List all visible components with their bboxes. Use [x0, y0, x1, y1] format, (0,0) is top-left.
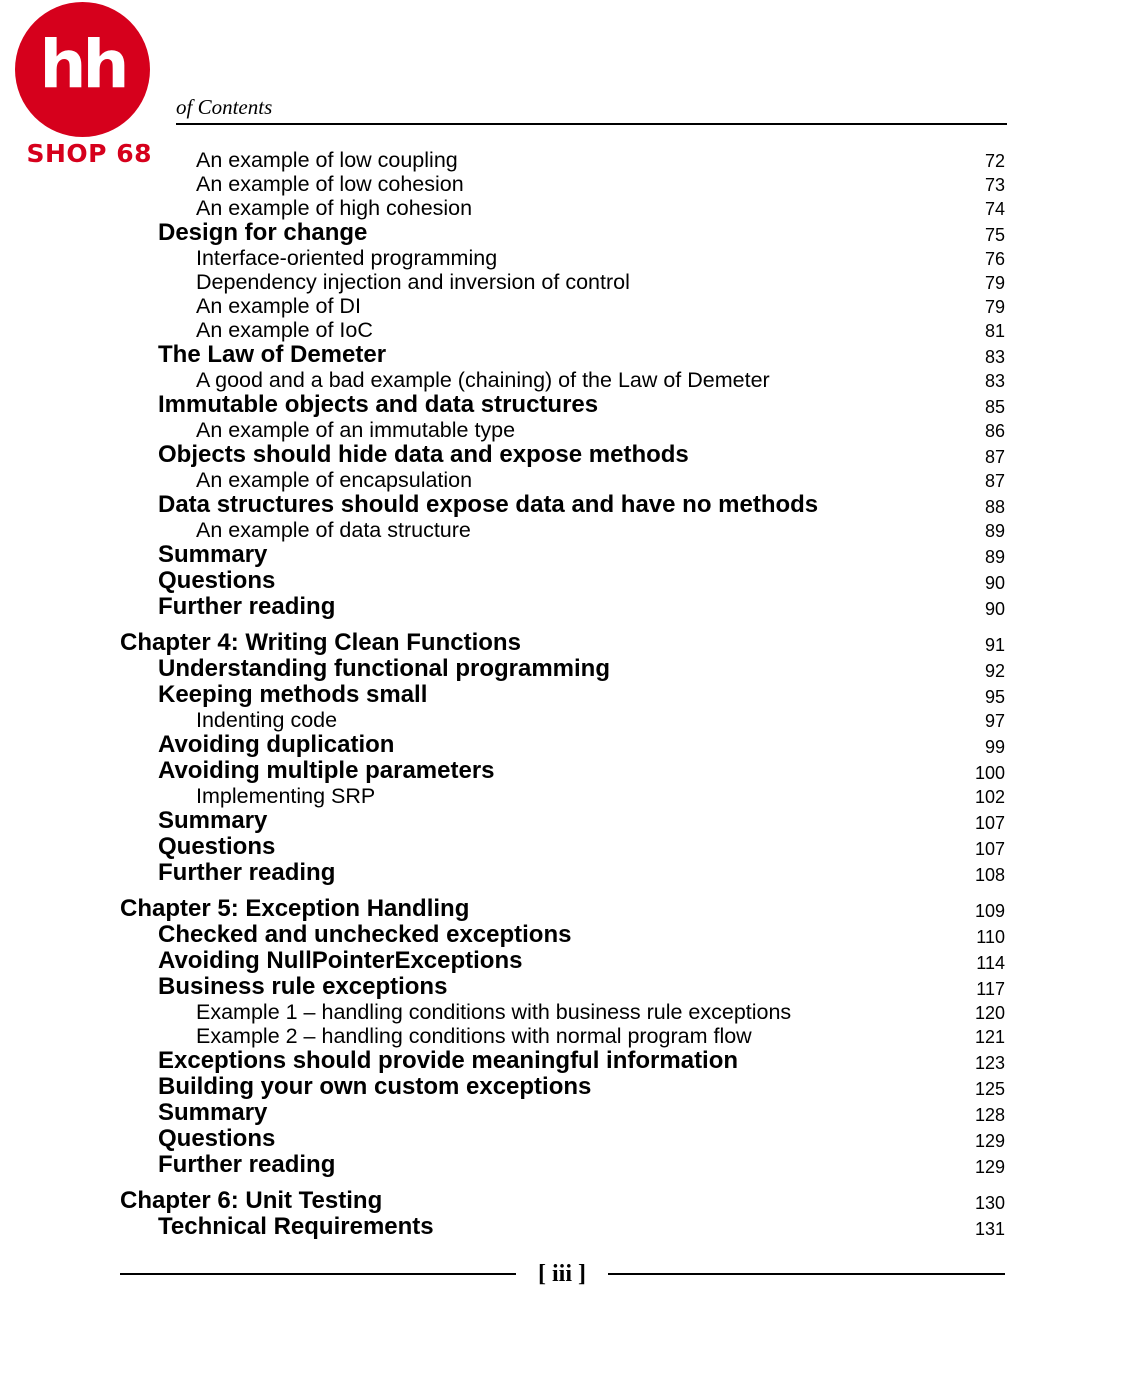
toc-entry-page: 83: [984, 371, 1005, 391]
toc-entry-title: Chapter 5: Exception Handling: [120, 895, 470, 922]
toc-entry-section[interactable]: [0, 807, 1125, 833]
toc-entry-page: 130: [974, 1193, 1005, 1213]
toc-entry-title: Avoiding NullPointerExceptions: [158, 947, 523, 974]
toc-entry-page: 125: [974, 1079, 1005, 1099]
toc-entry-page: 90: [984, 599, 1005, 619]
running-header: of Contents: [176, 95, 273, 119]
toc-entry-section[interactable]: [0, 491, 1125, 517]
toc-entry-sub[interactable]: [0, 417, 1125, 441]
logo-circle: [15, 2, 150, 137]
toc-entry-title: An example of data structure: [196, 517, 471, 542]
toc-entry-sub[interactable]: [0, 999, 1125, 1023]
toc-entry-sub[interactable]: [0, 171, 1125, 195]
toc-entry-title: Chapter 4: Writing Clean Functions: [120, 629, 521, 656]
toc-entry-chapter[interactable]: [0, 895, 1125, 921]
toc-entry-section[interactable]: [0, 833, 1125, 859]
toc-entry-title: An example of high cohesion: [196, 195, 473, 220]
toc-entry-page: 95: [984, 687, 1005, 707]
toc-entry-section[interactable]: [0, 681, 1125, 707]
toc-entry-section[interactable]: [0, 1213, 1125, 1239]
toc-entry-page: 87: [984, 447, 1005, 467]
toc-entry-page: 117: [976, 979, 1005, 999]
toc-entry-sub[interactable]: [0, 317, 1125, 341]
toc-entry-page: 108: [974, 865, 1005, 885]
toc-entry-section[interactable]: [0, 947, 1125, 973]
toc-entry-page: 83: [984, 347, 1005, 367]
toc-entry-sub[interactable]: [0, 707, 1125, 731]
toc-entry-section[interactable]: [0, 731, 1125, 757]
toc-entry-page: 97: [984, 711, 1005, 731]
toc-entry-title: Questions: [158, 567, 276, 594]
toc-entry-section[interactable]: [0, 441, 1125, 467]
toc-entry-section[interactable]: [0, 1073, 1125, 1099]
toc-entry-page: 107: [974, 813, 1005, 833]
toc-entry-section[interactable]: [0, 593, 1125, 619]
toc-entry-title: Objects should hide data and expose methods: [158, 441, 689, 468]
toc-entry-section[interactable]: [0, 859, 1125, 885]
toc-entry-chapter[interactable]: [0, 1187, 1125, 1213]
toc-entry-sub[interactable]: [0, 367, 1125, 391]
toc-entry-section[interactable]: [0, 973, 1125, 999]
toc-entry-page: 109: [974, 901, 1005, 921]
toc-entry-title: Data structures should expose data and have no methods: [158, 491, 819, 518]
toc-entry-page: 128: [974, 1105, 1005, 1125]
toc-entry-title: Avoiding multiple parameters: [158, 757, 495, 784]
toc-entry-sub[interactable]: [0, 195, 1125, 219]
logo-text: SHOP 68: [26, 139, 152, 168]
toc-entry-title: Checked and unchecked exceptions: [158, 921, 572, 948]
toc-entry-page: 87: [984, 471, 1005, 491]
toc-entry-section[interactable]: [0, 341, 1125, 367]
toc-entry-title: A good and a bad example (chaining) of the Law of Demeter: [196, 367, 770, 392]
toc-entry-page: 99: [984, 737, 1005, 757]
logo-mark: hh: [39, 26, 126, 103]
toc-entry-title: Building your own custom exceptions: [158, 1073, 592, 1100]
toc-entry-title: An example of low coupling: [196, 147, 458, 172]
toc-entry-page: 89: [984, 547, 1005, 567]
toc-entry-sub[interactable]: [0, 293, 1125, 317]
toc-entry-title: An example of low cohesion: [196, 171, 464, 196]
toc-entry-title: Implementing SRP: [196, 783, 376, 808]
toc-entry-section[interactable]: [0, 391, 1125, 417]
toc-entry-sub[interactable]: [0, 269, 1125, 293]
toc-entry-page: 107: [974, 839, 1005, 859]
toc-entry-page: 91: [984, 635, 1005, 655]
toc-entry-title: Questions: [158, 833, 276, 860]
toc-entry-title: Immutable objects and data structures: [158, 391, 599, 418]
header-rule: [176, 123, 1007, 125]
toc-entry-section[interactable]: [0, 567, 1125, 593]
toc-entry-title: Dependency injection and inversion of control: [196, 269, 630, 294]
toc-entry-title: Indenting code: [196, 707, 338, 732]
toc-entry-section[interactable]: [0, 655, 1125, 681]
toc-entry-sub[interactable]: [0, 245, 1125, 269]
toc-entry-title: Further reading: [158, 593, 336, 620]
toc-entry-title: Further reading: [158, 859, 336, 886]
toc-entry-section[interactable]: [0, 219, 1125, 245]
toc-entry-page: 72: [984, 151, 1005, 171]
toc-entry-page: 76: [984, 249, 1005, 269]
toc-entry-title: Design for change: [158, 219, 368, 246]
toc-entry-title: An example of DI: [196, 293, 361, 318]
toc-entry-title: Keeping methods small: [158, 681, 428, 708]
toc-entry-title: Example 1 – handling conditions with business rule exceptions: [196, 999, 792, 1024]
toc-entry-page: 79: [984, 273, 1005, 293]
toc-entry-page: 110: [976, 927, 1005, 947]
toc-entry-title: An example of encapsulation: [196, 467, 473, 492]
toc-entry-title: Summary: [158, 541, 268, 568]
toc-entry-title: Chapter 6: Unit Testing: [120, 1187, 383, 1214]
toc-entry-title: An example of an immutable type: [196, 417, 516, 442]
toc-entry-section[interactable]: [0, 757, 1125, 783]
toc-entry-page: 86: [984, 421, 1005, 441]
toc-entry-title: Questions: [158, 1125, 276, 1152]
toc-entry-sub[interactable]: [0, 517, 1125, 541]
toc-entry-page: 121: [974, 1027, 1005, 1047]
toc-entry-page: 123: [974, 1053, 1005, 1073]
toc-entry-sub[interactable]: [0, 783, 1125, 807]
toc-entry-section[interactable]: [0, 921, 1125, 947]
toc-entry-title: Summary: [158, 807, 268, 834]
toc-entry-sub[interactable]: [0, 1023, 1125, 1047]
toc-entry-section[interactable]: [0, 1047, 1125, 1073]
table-of-contents: [0, 147, 1125, 1239]
toc-entry-page: 114: [976, 953, 1005, 973]
toc-entry-page: 81: [984, 321, 1005, 341]
toc-entry-page: 79: [984, 297, 1005, 317]
toc-entry-section[interactable]: [0, 1125, 1125, 1151]
toc-entry-page: 75: [984, 225, 1005, 245]
toc-entry-title: Understanding functional programming: [158, 655, 611, 682]
toc-entry-page: 120: [974, 1003, 1005, 1023]
toc-entry-section[interactable]: [0, 1151, 1125, 1177]
toc-entry-page: 100: [974, 763, 1005, 783]
toc-entry-page: 74: [984, 199, 1005, 219]
toc-entry-page: 90: [984, 573, 1005, 593]
toc-entry-page: 73: [984, 175, 1005, 195]
toc-entry-sub[interactable]: [0, 467, 1125, 491]
toc-entry-title: Example 2 – handling conditions with normal program flow: [196, 1023, 752, 1048]
toc-entry-page: 129: [974, 1157, 1005, 1177]
toc-entry-sub[interactable]: [0, 147, 1125, 171]
toc-entry-title: Business rule exceptions: [158, 973, 448, 1000]
toc-entry-title: Interface-oriented programming: [196, 245, 498, 270]
toc-entry-page: 131: [974, 1219, 1005, 1239]
toc-entry-title: Further reading: [158, 1151, 336, 1178]
toc-entry-title: Summary: [158, 1099, 268, 1126]
toc-entry-title: An example of IoC: [196, 317, 373, 342]
toc-entry-page: 89: [984, 521, 1005, 541]
toc-entry-page: 92: [984, 661, 1005, 681]
toc-entry-title: Avoiding duplication: [158, 731, 395, 758]
footer-rule-left: [120, 1273, 516, 1275]
toc-entry-page: 88: [984, 497, 1005, 517]
toc-entry-title: Exceptions should provide meaningful information: [158, 1047, 739, 1074]
footer-rule-right: [608, 1273, 1005, 1275]
toc-entry-page: 102: [974, 787, 1005, 807]
toc-entry-page: 129: [974, 1131, 1005, 1151]
toc-entry-section[interactable]: [0, 541, 1125, 567]
toc-entry-section[interactable]: [0, 1099, 1125, 1125]
toc-entry-title: The Law of Demeter: [158, 341, 387, 368]
toc-entry-page: 85: [984, 397, 1005, 417]
toc-entry-title: Technical Requirements: [158, 1213, 434, 1240]
toc-entry-chapter[interactable]: [0, 629, 1125, 655]
page-number: [ iii ]: [538, 1261, 586, 1287]
